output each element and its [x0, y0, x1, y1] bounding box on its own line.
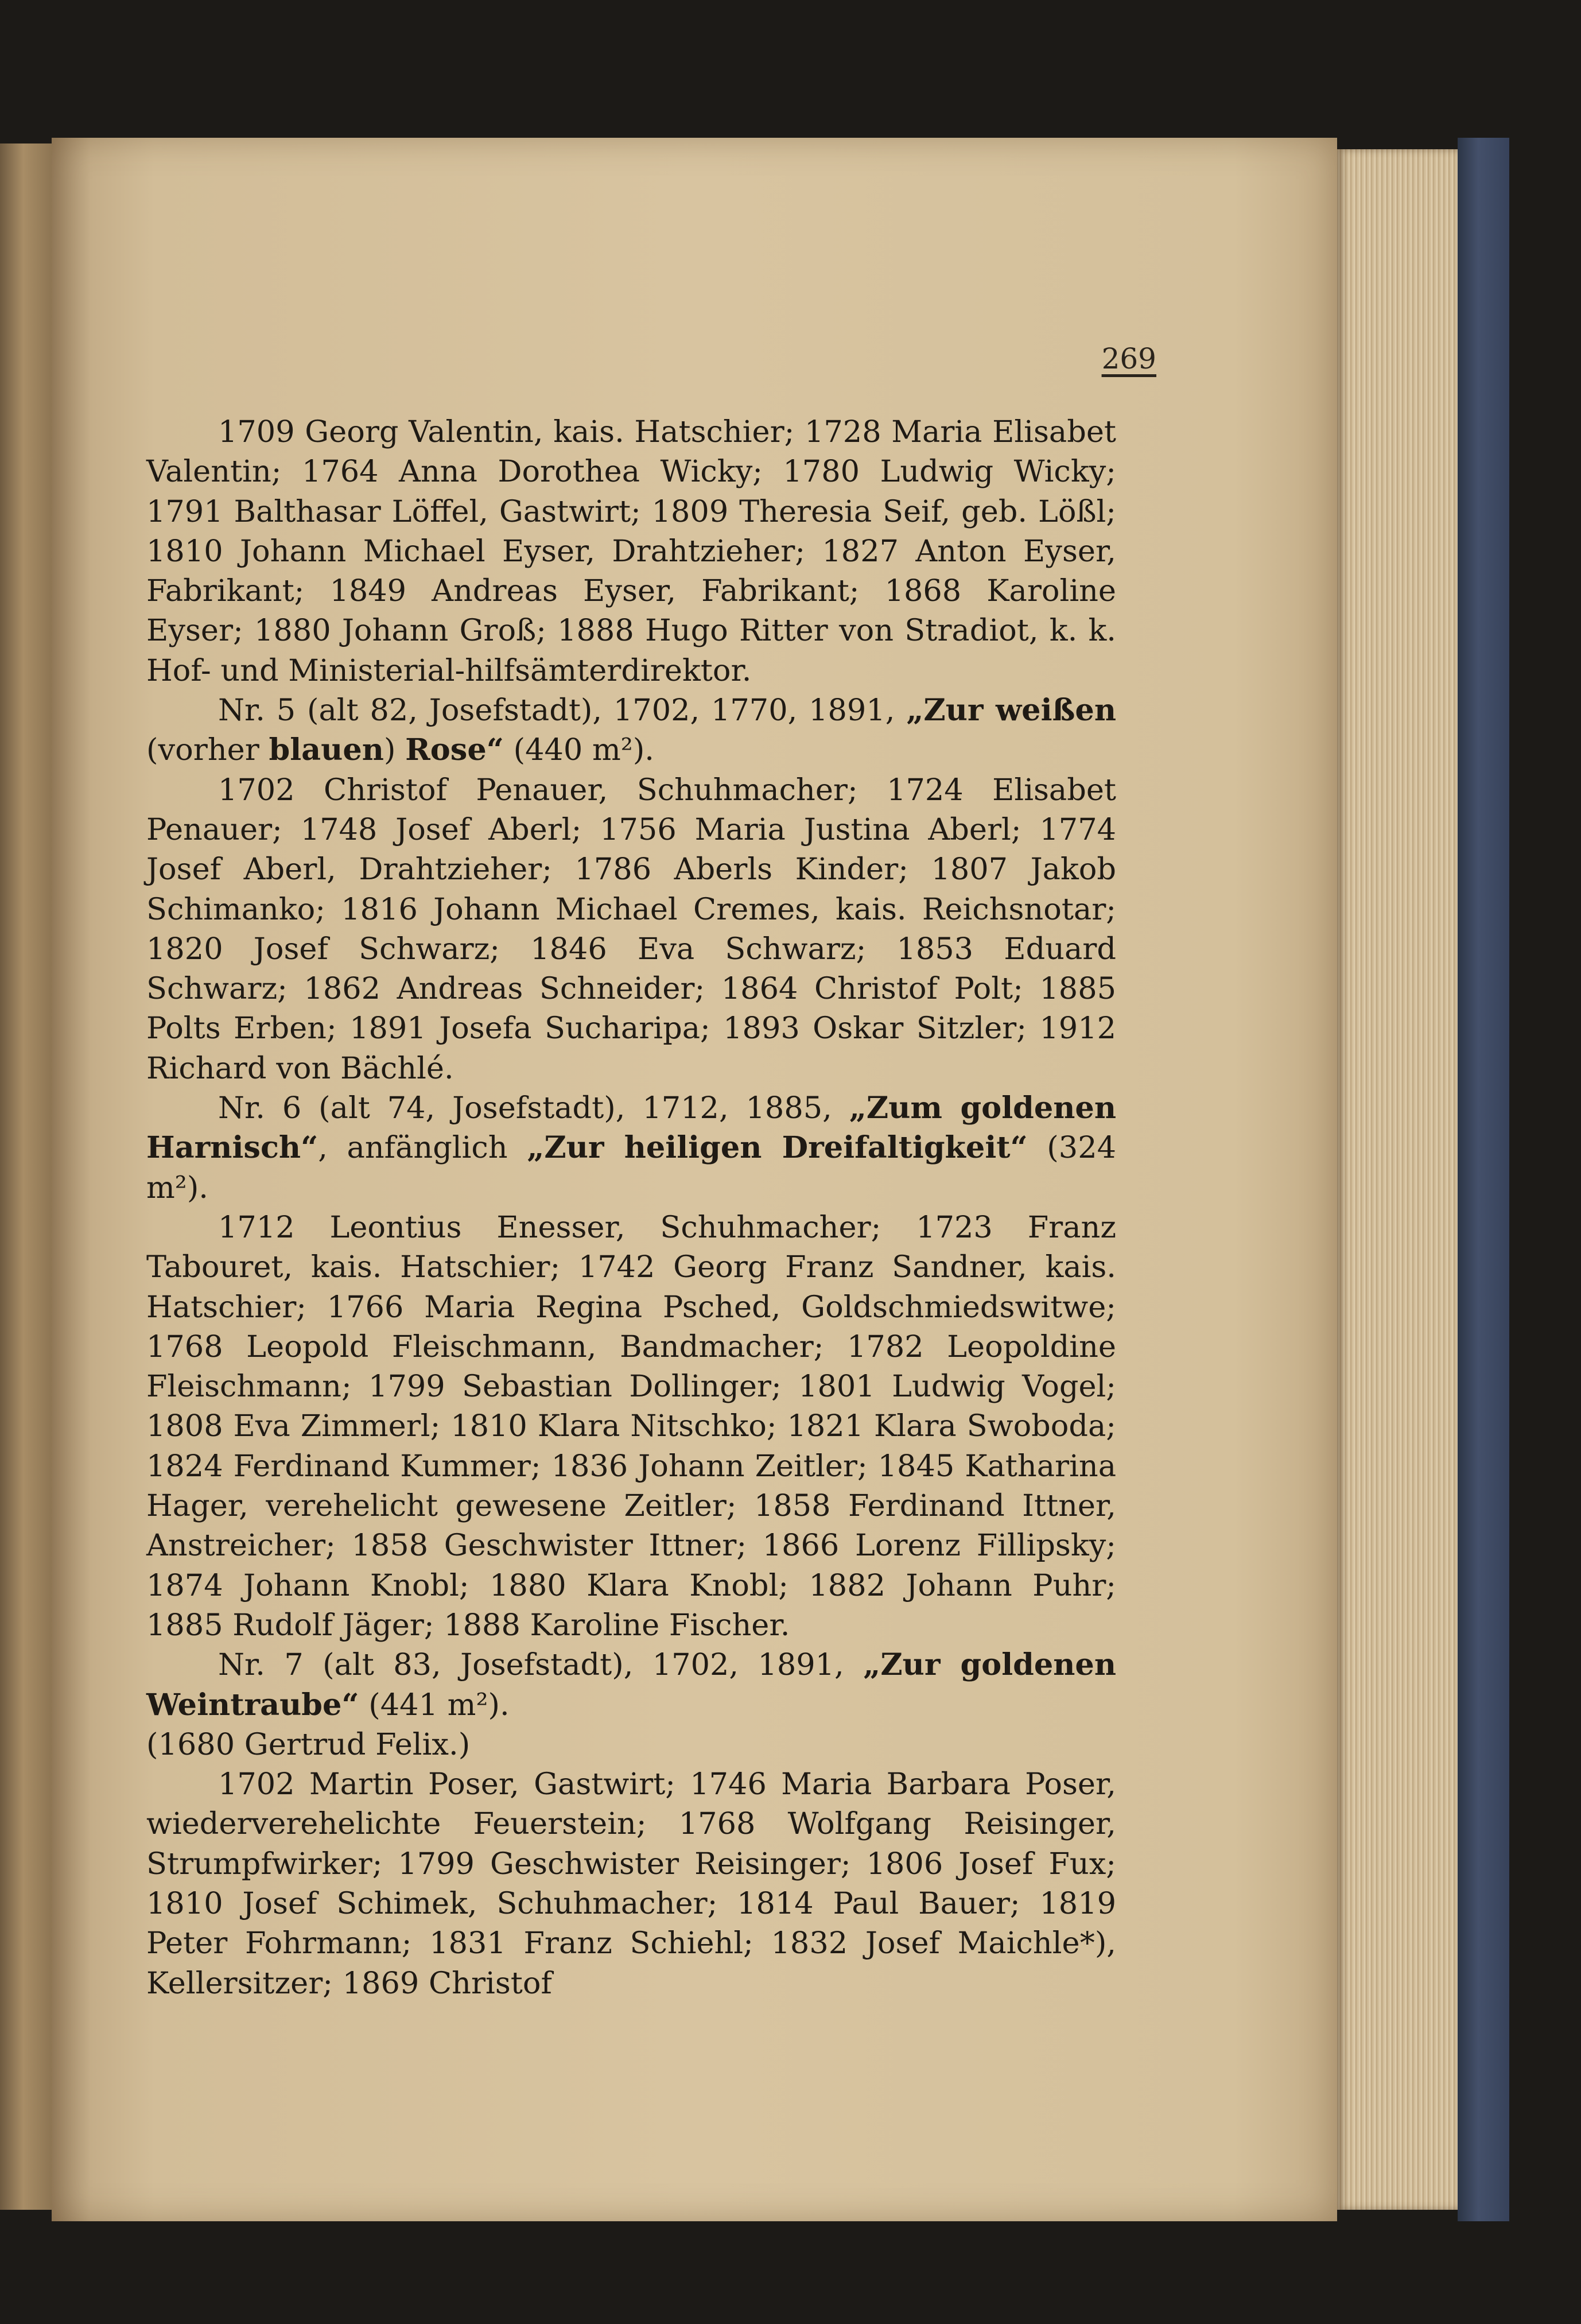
entry-paragraph: 1712 Leontius Enesser, Schuhmacher; 1723 Franz Tabouret, kais. Hatschier; 1742 Georg Franz Sandner, kais. Hatschier; 1766 Maria Regina Psched, Goldschmiedswitwe; 1768 Leopold Fleischmann, Bandmacher; 1782 Leopoldine Fleischmann; 1799 Sebastian Dollinger; 1801 Ludwig Vogel; 1808 Eva Zimmerl; 1810 Klara Nitschko; 1821 Klara Swoboda; 1824 Ferdinand Kummer; 1836 Johann Zeitler; 1845 Katharina Hager, verehelicht gewesene Zeitler; 1858 Ferdinand Ittner, Anstreicher; 1858 Geschwister Ittner; 1866 Lorenz Fillipsky; 1874 Johann Knobl; 1880 Klara Knobl; 1882 Johann Puhr; 1885 Rudolf Jäger; 1888 Karoline Fischer.	[146, 1209, 1116, 1643]
page-stack-edge	[1337, 149, 1458, 2210]
book-cover	[1458, 138, 1509, 2221]
heading-text: (324 m²).	[146, 1130, 1116, 1205]
heading-text: , anfänglich	[318, 1130, 527, 1166]
heading-text: Nr. 5 (alt 82, Josefstadt), 1702, 1770, 1891,	[218, 693, 907, 728]
sign-name: Rose“	[405, 732, 504, 768]
sign-name: „Zum goldenen Harnisch“	[146, 1091, 1116, 1166]
house-heading	[146, 1645, 1116, 1725]
house-heading	[146, 1088, 1116, 1208]
heading-text: (vorher	[146, 732, 269, 768]
sign-name: „Zur weißen	[906, 693, 1116, 728]
entry-paragraph: 1702 Christof Penauer, Schuhmacher; 1724 Elisabet Penauer; 1748 Josef Aberl; 1756 Maria Justina Aberl; 1774 Josef Aberl, Drahtzieher; 1786 Aberls Kinder; 1807 Jakob Schimanko; 1816 Johann Michael Cremes, kais. Reichsnotar; 1820 Josef Schwarz; 1846 Eva Schwarz; 1853 Eduard Schwarz; 1862 Andreas Schneider; 1864 Christof Polt; 1885 Polts Erben; 1891 Josefa Sucharipa; 1893 Oskar Sitzler; 1912 Richard von Bächlé.	[146, 772, 1116, 1086]
sign-name: blauen	[269, 732, 384, 768]
page-number: 269	[1101, 342, 1156, 375]
entry-paragraph: 1709 Georg Valentin, kais. Hatschier; 1728 Maria Elisabet Valentin; 1764 Anna Dorothea Wicky; 1780 Ludwig Wicky; 1791 Balthasar Löffel, Gastwirt; 1809 Theresia Seif, geb. Lößl; 1810 Johann Michael Eyser, Drahtzieher; 1827 Anton Eyser, Fabrikant; 1849 Andreas Eyser, Fabrikant; 1868 Karoline Eyser; 1880 Johann Groß; 1888 Hugo Ritter von Stradiot, k. k. Hof- und Ministerial-hilfsämterdirektor.	[146, 414, 1116, 688]
heading-text: (441 m²).	[359, 1687, 510, 1722]
heading-text: )	[383, 732, 406, 768]
entry-paragraph: 1702 Martin Poser, Gastwirt; 1746 Maria Barbara Poser, wiederverehelichte Feuerstein; 1768 Wolfgang Reisinger, Strumpfwirker; 1799 Geschwister Reisinger; 1806 Josef Fux; 1810 Josef Schimek, Schuhmacher; 1814 Paul Bauer; 1819 Peter Fohrmann; 1831 Franz Schiehl; 1832 Josef Maichle*), Kellersitzer; 1869 Christof	[146, 1767, 1116, 2001]
left-page-edge	[0, 143, 52, 2210]
sign-name: „Zur goldenen Weintraube“	[146, 1647, 1116, 1722]
entry-paragraph: (1680 Gertrud Felix.)	[146, 1726, 471, 1762]
heading-text: (440 m²).	[503, 732, 654, 768]
heading-text: Nr. 7 (alt 83, Josefstadt), 1702, 1891,	[218, 1647, 864, 1683]
text-block	[146, 412, 1116, 2003]
sign-name: „Zur heiligen Dreifaltigkeit“	[527, 1130, 1028, 1166]
house-heading	[146, 690, 1116, 770]
heading-text: Nr. 6 (alt 74, Josefstadt), 1712, 1885,	[218, 1091, 849, 1126]
